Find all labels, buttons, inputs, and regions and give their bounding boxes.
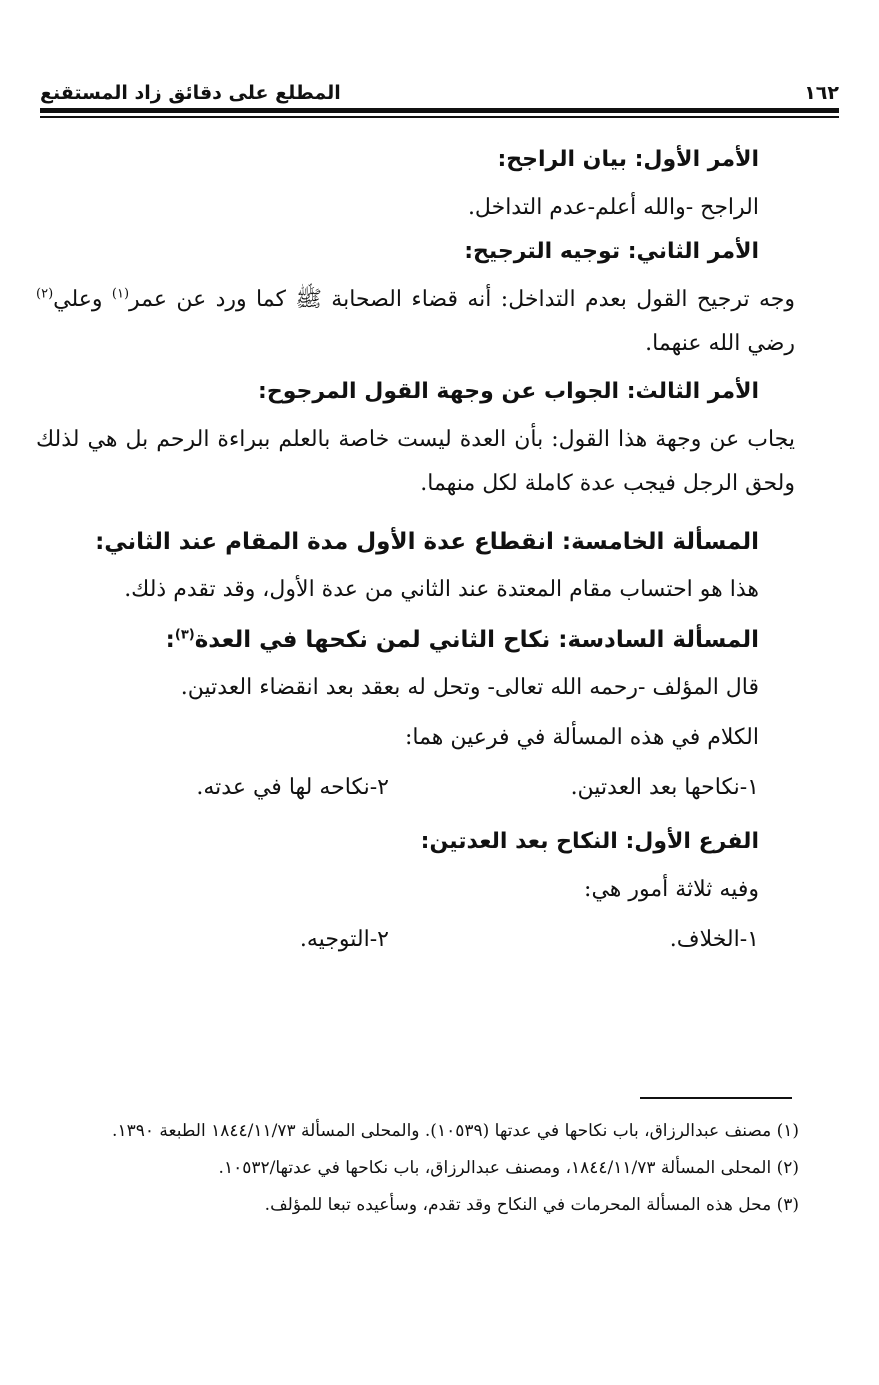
paragraph-justification-text: وجه ترجيح القول بعدم التداخل: أنه قضاء الصحابة ﷺ كما ورد عن عمر (129, 287, 795, 312)
matter-item-1: ١-الخلاف. (669, 927, 759, 952)
paragraph-three-matters: وفيه ثلاثة أمور هي: (584, 877, 759, 902)
branch-item-1: ١-نكاحها بعد العدتين. (570, 775, 759, 800)
page-number: ١٦٢ (804, 82, 839, 104)
heading-first-branch: الفرع الأول: النكاح بعد العدتين: (420, 829, 759, 854)
paragraph-response: يجاب عن وجهة هذا القول: بأن العدة ليست خاصة بالعلم ببراءة الرحم بل هي لذلك ولحق الرجل فيجب عدة كاملة لكل منهما. (36, 427, 795, 496)
heading-fifth-issue: المسألة الخامسة: انقطاع عدة الأول مدة المقام عند الثاني: (95, 529, 759, 555)
footnote-ref-3: (٣) (174, 627, 195, 643)
book-title: المطلع على دقائق زاد المستقنع (40, 82, 341, 104)
footnote-3: (٣) محل هذه المسألة المحرمات في النكاح وقد تقدم، وسأعيده تبعا للمؤلف. (264, 1195, 799, 1215)
heading-sixth-issue (42, 618, 759, 666)
branches-list (42, 766, 759, 810)
heading-sixth-issue-text: المسألة السادسة: نكاح الثاني لمن نكحها في العدة (194, 627, 759, 653)
footnote-2: (٢) المحلى المسألة ١٨٤٤/١١/٧٣، ومصنف عبدالرزاق، باب نكاحها في عدتها/١٠٥٣٢. (218, 1158, 799, 1178)
paragraph-author-quote: قال المؤلف -رحمه الله تعالى- وتحل له بعقد بعد انقضاء العدتين. (180, 675, 759, 700)
footnotes (40, 1114, 799, 1225)
header-rule-thin (40, 116, 839, 118)
paragraph-justification-end: رضي الله عنهما. (645, 331, 795, 356)
matter-item-2: ٢-التوجيه. (299, 927, 389, 952)
paragraph-justification (36, 278, 795, 366)
paragraph-fifth-issue: هذا هو احتساب مقام المعتدة عند الثاني من عدة الأول، وقد تقدم ذلك. (124, 577, 759, 602)
footnote-1: (١) مصنف عبدالرزاق، باب نكاحها في عدتها (١٠٥٣٩). والمحلى المسألة ١٨٤٤/١١/٧٣ الطبعة ١٣٩٠. (112, 1121, 799, 1141)
page-header (40, 70, 839, 104)
matters-list (42, 918, 759, 962)
footnote-separator (640, 1097, 792, 1099)
heading-sixth-issue-colon: : (165, 627, 175, 653)
paragraph-two-branches: الكلام في هذه المسألة في فرعين هما: (404, 725, 759, 750)
footnote-ref-2: (٢) (36, 286, 54, 302)
page-body (36, 138, 795, 962)
paragraph-justification-mid: وعلي (53, 287, 112, 312)
header-rule-thick (40, 108, 839, 113)
heading-preferred-view: الأمر الأول: بيان الراجح: (497, 147, 759, 172)
branch-item-2: ٢-نكاحه لها في عدته. (196, 775, 389, 800)
heading-justification: الأمر الثاني: توجيه الترجيح: (464, 239, 759, 264)
paragraph-preferred-view: الراجح -والله أعلم-عدم التداخل. (467, 195, 759, 220)
heading-response: الأمر الثالث: الجواب عن وجهة القول المرجوح: (258, 379, 759, 404)
footnote-ref-1: (١) (111, 286, 130, 302)
